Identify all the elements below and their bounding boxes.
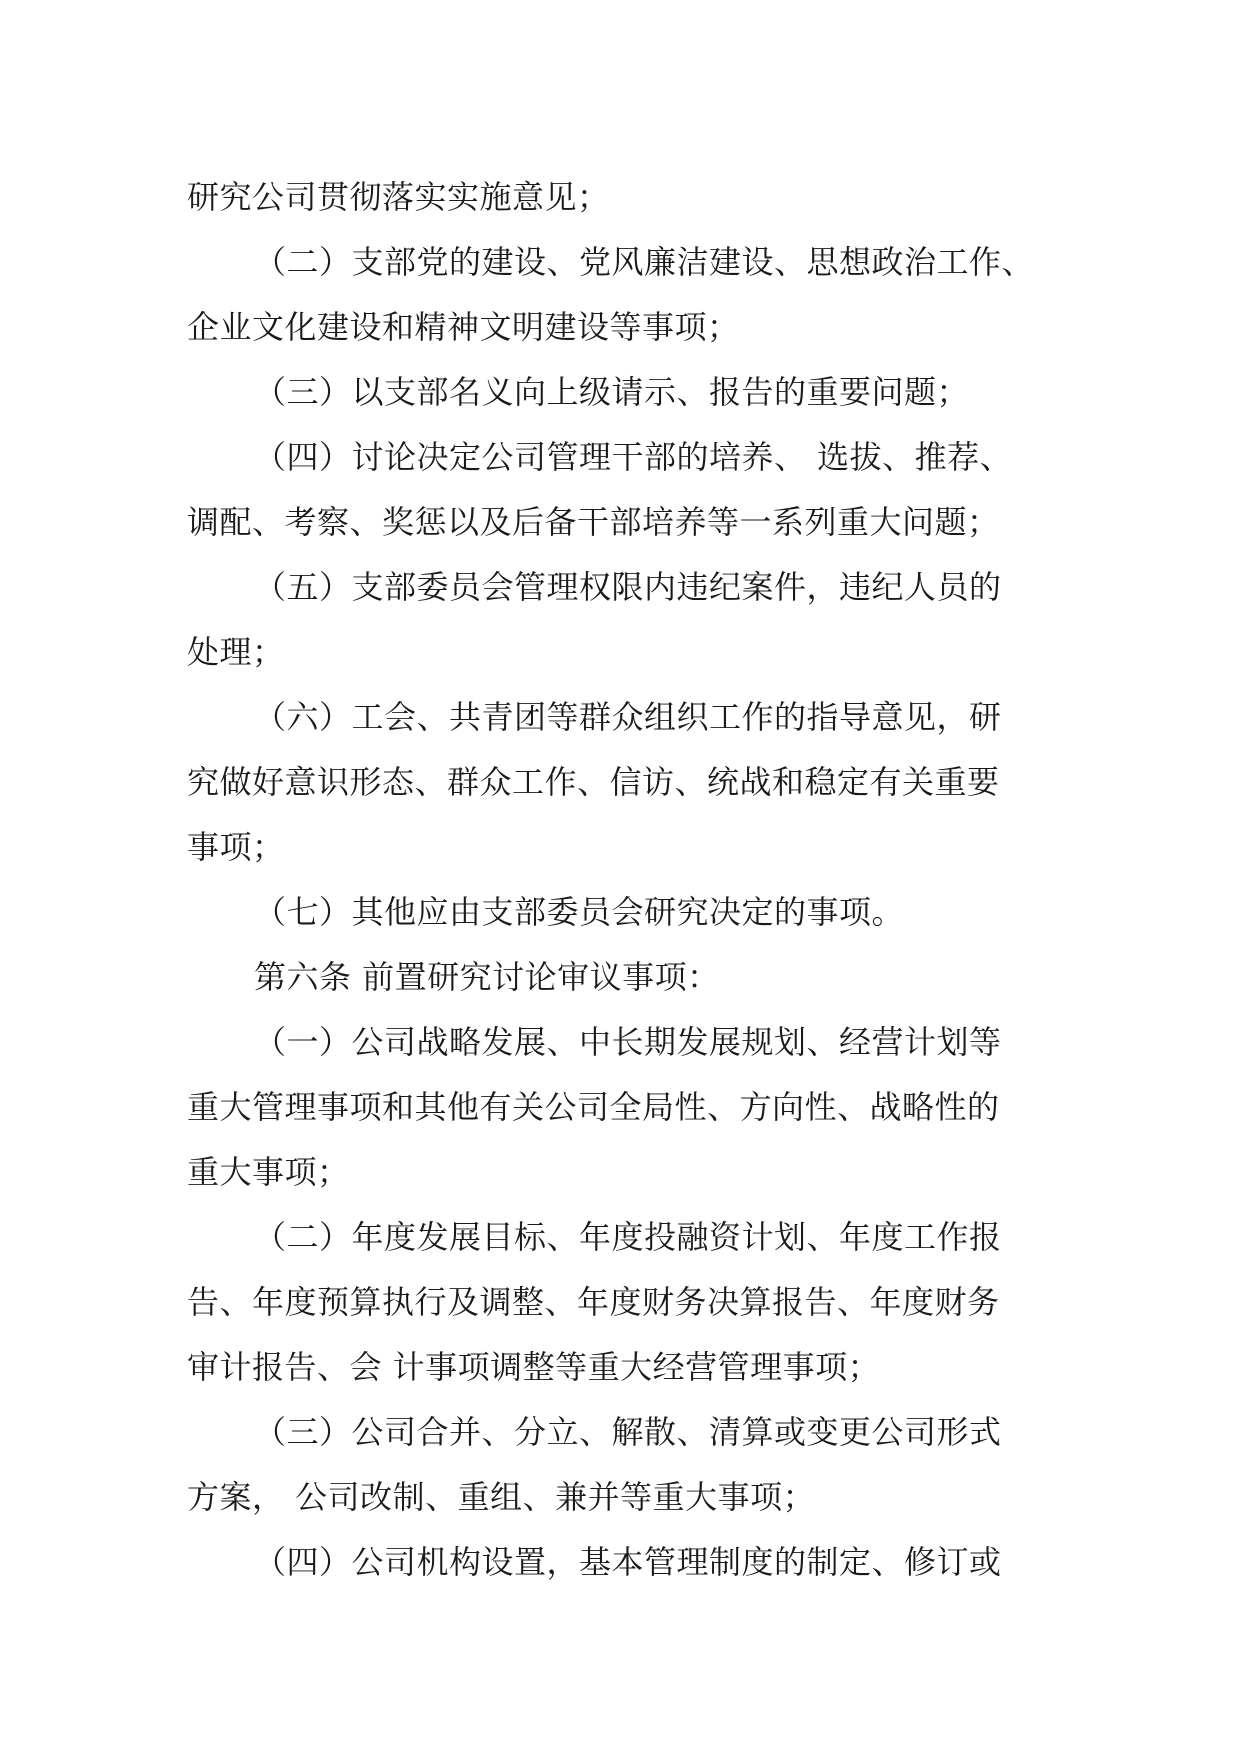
text-line: 调配、考察、奖惩以及后备干部培养等一系列重大问题； [187,503,1000,541]
text-line: （一）公司战略发展、中长期发展规划、经营计划等 [254,1023,1002,1061]
text-line: 企业文化建设和精神文明建设等事项； [187,308,740,346]
text-line: 重大事项； [187,1153,350,1191]
text-line: 告、年度预算执行及调整、年度财务决算报告、年度财务 [187,1283,1000,1321]
text-line: 方案， 公司改制、重组、兼并等重大事项； [187,1478,816,1516]
text-line: （六）工会、共青团等群众组织工作的指导意见，研 [254,698,1002,736]
article-heading: 第六条 前置研究讨论审议事项： [254,958,720,996]
text-line: （三）公司合并、分立、解散、清算或变更公司形式 [254,1413,1002,1451]
text-line: （二）年度发展目标、年度投融资计划、年度工作报 [254,1218,1002,1256]
text-line: 重大管理事项和其他有关公司全局性、方向性、战略性的 [187,1088,1000,1126]
text-line: （三）以支部名义向上级请示、报告的重要问题； [254,373,970,411]
text-line: （二）支部党的建设、党风廉洁建设、思想政治工作、 [254,243,1035,281]
text-line: 审计报告、会 计事项调整等重大经营管理事项； [187,1348,881,1386]
text-line: （七）其他应由支部委员会研究决定的事项。 [254,893,905,931]
text-line: （四）讨论决定公司管理干部的培养、 选拔、推荐、 [254,438,1013,476]
text-line: （四）公司机构设置，基本管理制度的制定、修订或 [254,1543,1002,1581]
text-line: 事项； [187,828,285,866]
text-line: 究做好意识形态、群众工作、信访、统战和稳定有关重要 [187,763,1000,801]
text-line: 研究公司贯彻落实实施意见； [187,178,610,216]
text-line: （五）支部委员会管理权限内违纪案件，违纪人员的 [254,568,1002,606]
text-line: 处理； [187,633,285,671]
